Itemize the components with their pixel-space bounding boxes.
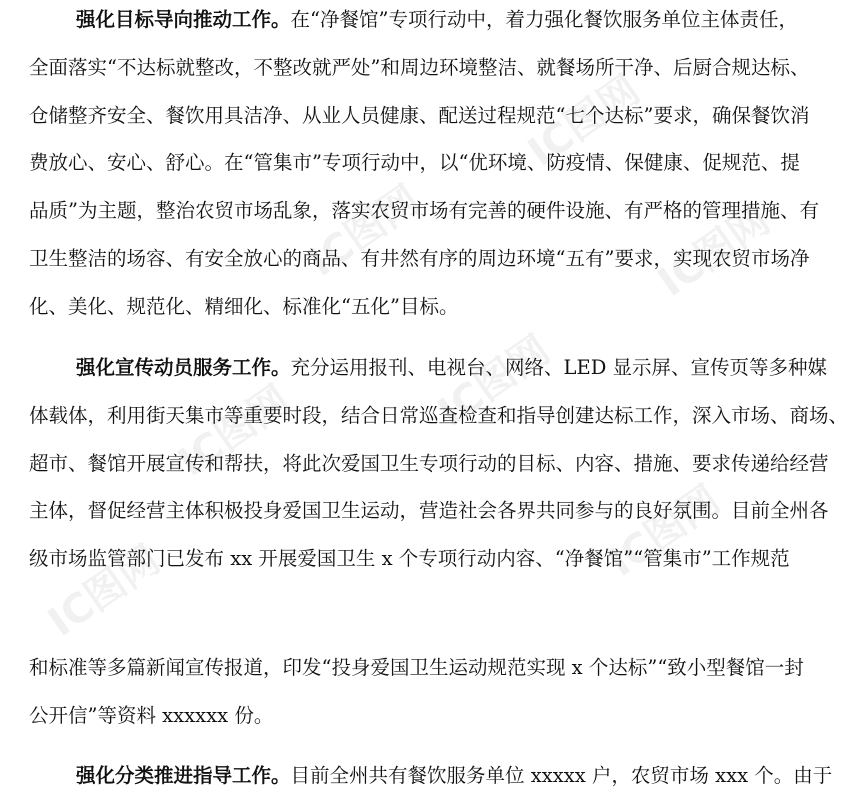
paragraph-line: 仓储整齐安全、餐饮用具洁净、从业人员健康、配送过程规范“七个达标”要求，确保餐饮消	[29, 104, 810, 127]
paragraph-line: 品质”为主题，整治农贸市场乱象，落实农贸市场有完善的硬件设施、有严格的管理措施、有	[29, 199, 819, 222]
paragraph-line: 体载体，利用街天集市等重要时段，结合日常巡查检查和指导创建达标工作，深入市场、商场、	[29, 404, 848, 427]
paragraph-line: 卫生整洁的场容、有安全放心的商品、有井然有序的周边环境“五有”要求，实现农贸市场净	[29, 247, 810, 270]
paragraph-line: 级市场监管部门已发布 xx 开展爱国卫生 x 个专项行动内容、“净餐馆”“管集市”工作规范	[29, 547, 790, 570]
paragraph-heading: 强化宣传动员服务工作。	[76, 356, 291, 379]
watermark: IC图网	[300, 176, 429, 286]
paragraph-line	[76, 8, 798, 32]
watermark: IC图网	[170, 376, 299, 486]
watermark: IC图网	[650, 196, 779, 306]
paragraph-line: 和标准等多篇新闻宣传报道，印发“投身爱国卫生运动规范实现 x 个达标”“致小型餐馆一封	[29, 656, 804, 679]
paragraph-text: 充分运用报刊、电视台、网络、LED 显示屏、宣传页等多种媒	[290, 356, 828, 379]
paragraph-heading: 强化目标导向推动工作。	[76, 8, 291, 31]
paragraph-line	[76, 764, 833, 788]
paragraph-line	[76, 356, 828, 380]
paragraph-line: 全面落实“不达标就整改，不整改就严处”和周边环境整洁、就餐场所干净、后厨合规达标、	[29, 56, 810, 79]
paragraph-line: 公开信”等资料 xxxxxx 份。	[29, 704, 274, 727]
paragraph-line: 费放心、安心、舒心。在“管集市”专项行动中，以“优环境、防疫情、保健康、促规范、提	[29, 151, 800, 174]
paragraph-text: 目前全州共有餐饮服务单位 xxxxx 户，农贸市场 xxx 个。由于	[290, 764, 833, 787]
watermark: IC图网	[520, 66, 649, 176]
paragraph-line: 超市、餐馆开展宣传和帮扶，将此次爱国卫生专项行动的目标、内容、措施、要求传递给经营	[29, 452, 829, 475]
paragraph-line: 化、美化、规范化、精细化、标准化“五化”目标。	[29, 295, 459, 318]
paragraph-line: 主体，督促经营主体积极投身爱国卫生运动，营造社会各界共同参与的良好氛围。目前全州各	[29, 499, 829, 522]
watermark: IC图网	[40, 536, 169, 646]
paragraph-heading: 强化分类推进指导工作。	[76, 764, 291, 787]
watermark: IC图网	[600, 476, 729, 586]
watermark: IC图网	[430, 326, 559, 436]
paragraph-text: 在“净餐馆”专项行动中，着力强化餐饮服务单位主体责任，	[290, 8, 798, 31]
